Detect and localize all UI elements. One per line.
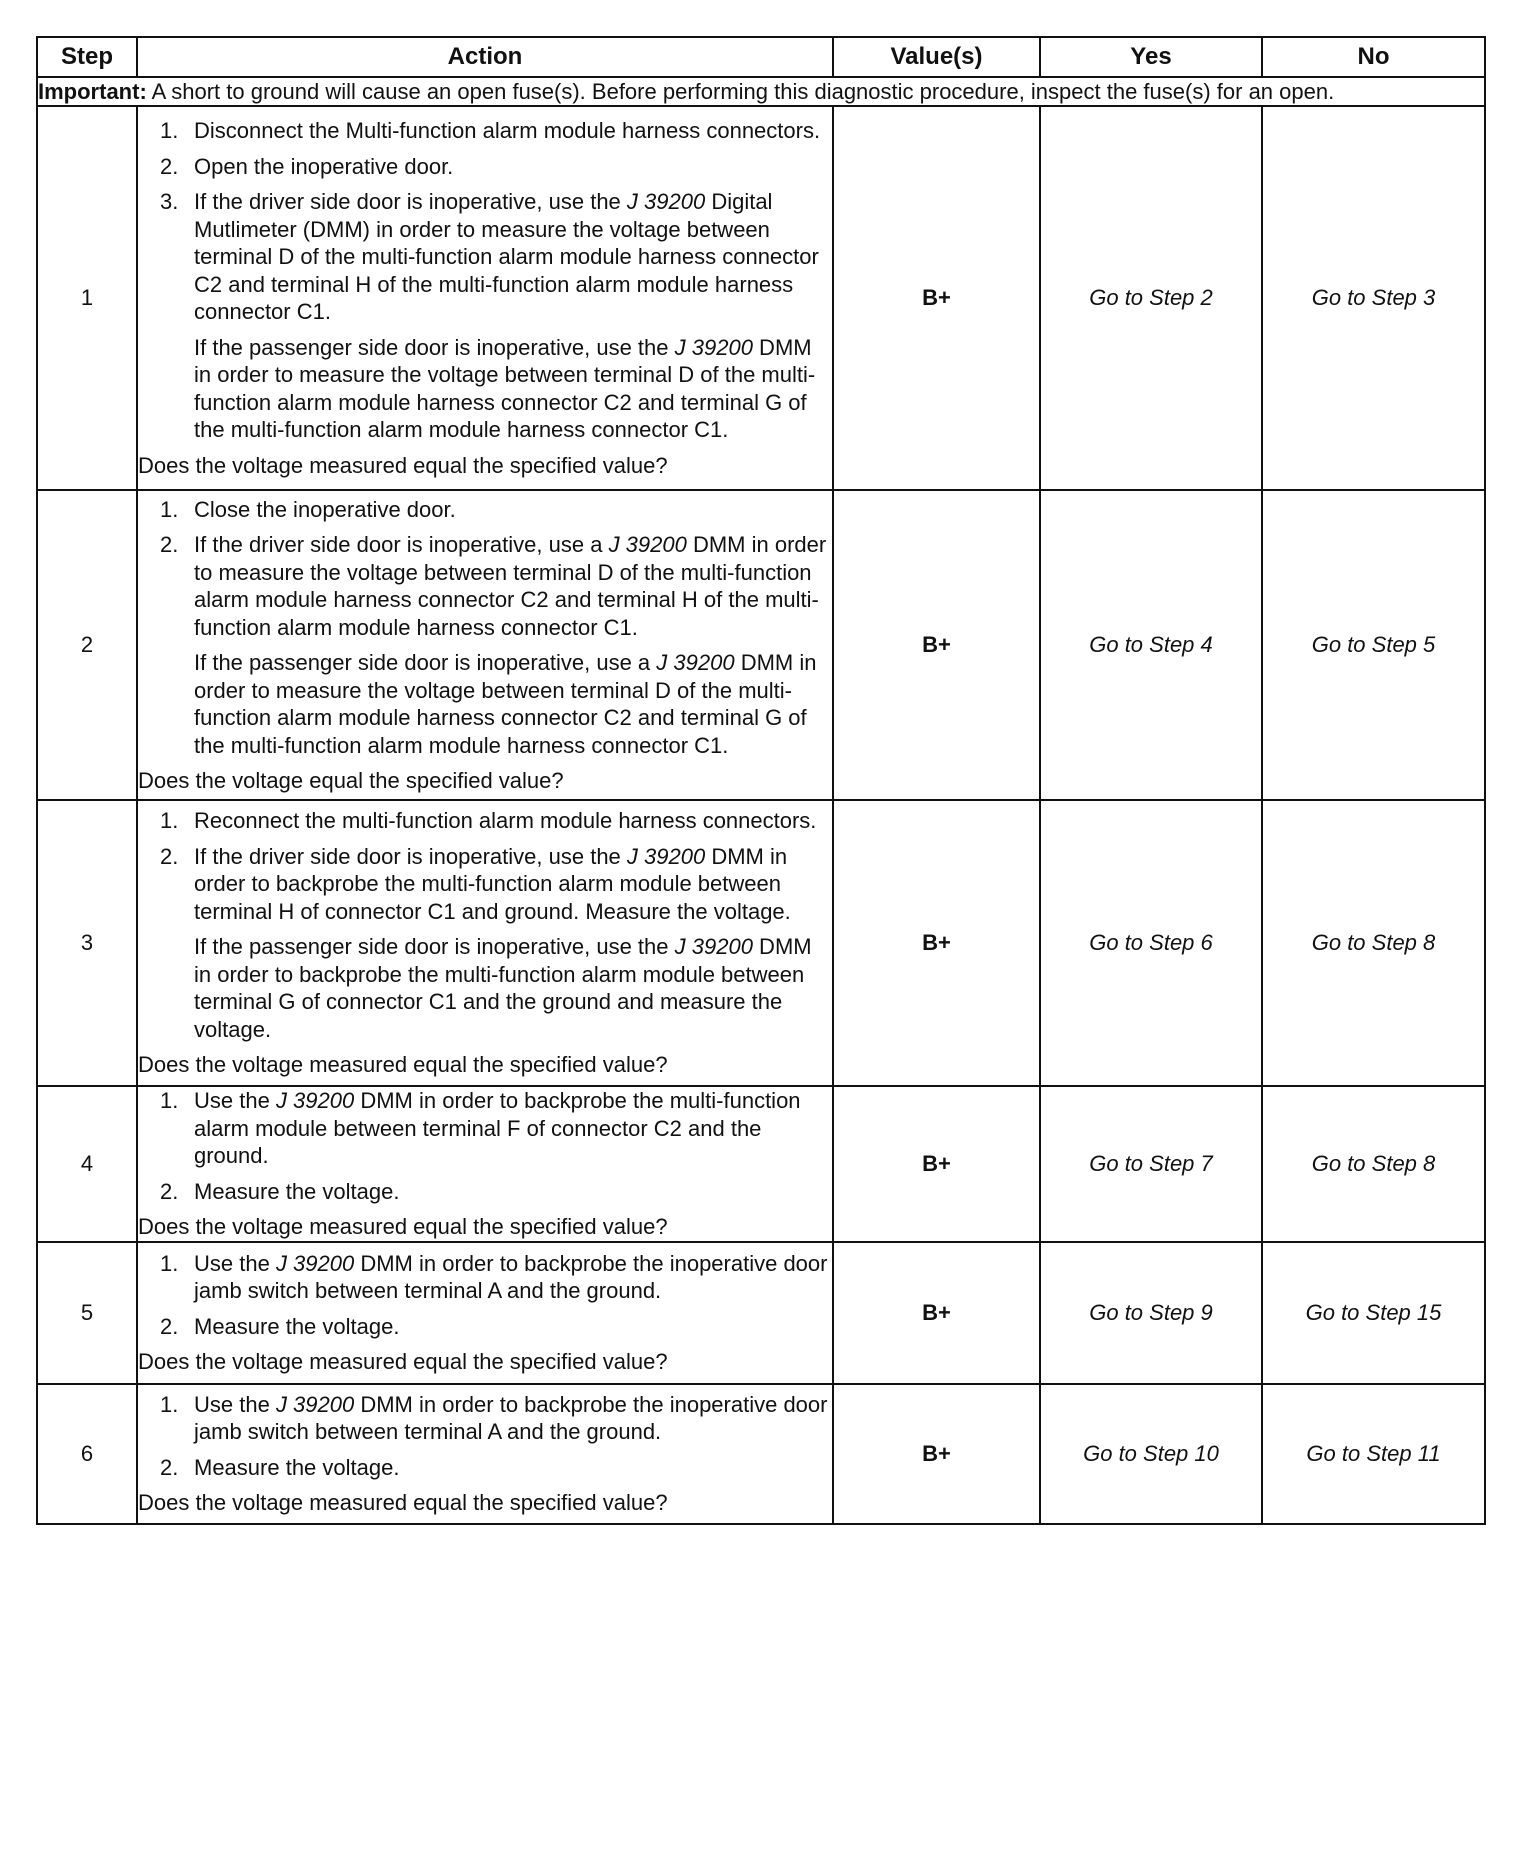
no-result: Go to Step 5	[1262, 490, 1485, 800]
item-text: DMM in order to backprobe the inoperative door jamb switch between terminal A and the ground.	[194, 1250, 828, 1303]
no-result: Go to Step 8	[1262, 1086, 1485, 1242]
tool-number: J 39200	[626, 189, 706, 214]
item-number: 1.	[160, 118, 179, 143]
item-text: DMM in order to backprobe the multi-function alarm module between terminal H of connector C1 and ground. Measure the voltage.	[194, 843, 791, 924]
tool-number: J 39200	[656, 650, 735, 675]
action-item	[138, 496, 832, 524]
step-action	[137, 1242, 833, 1384]
step-action	[137, 1384, 833, 1524]
step-number: 1	[37, 106, 137, 490]
item-number: 2.	[160, 1178, 179, 1204]
action-item	[138, 117, 832, 145]
item-text: If the driver side door is inoperative, use a	[194, 532, 609, 557]
item-number: 2.	[160, 843, 179, 869]
action-list	[138, 496, 832, 642]
yes-result: Go to Step 4	[1040, 490, 1262, 800]
action-list	[138, 117, 832, 326]
tool-number: J 39200	[674, 934, 753, 960]
important-text: A short to ground will cause an open fuse(s). Before performing this diagnostic procedure, inspect the fuse(s) for an open.	[146, 79, 1335, 104]
yes-result: Go to Step 2	[1040, 106, 1262, 490]
step-row	[37, 800, 1485, 1086]
step-value: B+	[833, 800, 1040, 1086]
item-text: Use the	[194, 1250, 276, 1276]
step-row	[37, 1242, 1485, 1384]
action-item	[138, 1250, 832, 1305]
action-list	[138, 1250, 832, 1341]
item-text: Use the	[194, 1391, 276, 1417]
item-number: 1.	[160, 1250, 179, 1276]
yes-result: Go to Step 9	[1040, 1242, 1262, 1384]
tool-number: J 39200	[674, 334, 753, 360]
header-yes: Yes	[1040, 37, 1262, 77]
no-result: Go to Step 15	[1262, 1242, 1485, 1384]
step-action	[137, 106, 833, 490]
note-text: DMM in order to backprobe the multi-function alarm module between terminal G of connector C1 and the ground and measure the voltage.	[194, 934, 812, 1042]
item-text: Reconnect the multi-function alarm module harness connectors.	[194, 808, 817, 834]
step-row	[37, 1086, 1485, 1242]
item-text: Open the inoperative door.	[194, 153, 454, 179]
header-row	[37, 37, 1485, 77]
item-text: Close the inoperative door.	[194, 496, 456, 522]
item-number: 2.	[160, 153, 179, 179]
item-number: 2.	[160, 532, 179, 557]
item-number: 2.	[160, 1454, 179, 1480]
item-number: 2.	[160, 1313, 179, 1339]
important-label: Important:	[38, 79, 147, 104]
header-no: No	[1262, 37, 1485, 77]
action-item	[138, 1454, 832, 1482]
action-item	[138, 1313, 832, 1341]
item-text: If the driver side door is inoperative, use the	[194, 189, 627, 214]
action-note	[194, 933, 832, 1043]
item-number: 3.	[160, 189, 179, 214]
important-row	[37, 77, 1485, 106]
diagnostic-table	[36, 36, 1486, 1525]
step-number: 4	[37, 1086, 137, 1242]
step-number: 3	[37, 800, 137, 1086]
action-item	[138, 531, 832, 641]
step-row	[37, 1384, 1485, 1524]
action-item	[138, 1391, 832, 1446]
tool-number: J 39200	[275, 1088, 355, 1113]
header-step: Step	[37, 37, 137, 77]
action-item	[138, 843, 832, 926]
action-item	[138, 153, 832, 181]
note-text: DMM in order to measure the voltage between terminal D of the multi-function alarm module harness connector C2 and terminal G of the multi-function alarm module harness connector C1.	[194, 650, 817, 758]
item-text: Disconnect the Multi-function alarm module harness connectors.	[194, 118, 821, 143]
step-question: Does the voltage measured equal the specified value?	[138, 452, 668, 478]
tool-number: J 39200	[275, 1250, 355, 1276]
step-question: Does the voltage equal the specified value?	[138, 768, 564, 793]
step-row	[37, 106, 1485, 490]
item-text: Measure the voltage.	[194, 1313, 400, 1339]
tool-number: J 39200	[608, 532, 687, 557]
action-note	[194, 334, 832, 444]
item-text: Use the	[194, 1088, 276, 1113]
item-text: Measure the voltage.	[194, 1454, 400, 1480]
note-text: If the passenger side door is inoperative, use the	[194, 934, 675, 960]
yes-result: Go to Step 10	[1040, 1384, 1262, 1524]
item-text: If the driver side door is inoperative, use the	[194, 843, 627, 869]
step-row	[37, 490, 1485, 800]
important-note	[37, 77, 1485, 106]
step-action	[137, 490, 833, 800]
action-note	[194, 649, 832, 759]
item-text: DMM in order to backprobe the multi-function alarm module between terminal F of connector C2 and the ground.	[194, 1088, 801, 1168]
note-text: DMM in order to measure the voltage between terminal D of the multi-function alarm module harness connector C2 and terminal G of the multi-function alarm module harness connector C1.	[194, 334, 816, 442]
action-item	[138, 1087, 832, 1170]
step-question: Does the voltage measured equal the specified value?	[138, 1052, 668, 1078]
step-value: B+	[833, 1384, 1040, 1524]
step-value: B+	[833, 106, 1040, 490]
tool-number: J 39200	[275, 1391, 355, 1417]
step-value: B+	[833, 1242, 1040, 1384]
item-number: 1.	[160, 808, 179, 834]
no-result: Go to Step 3	[1262, 106, 1485, 490]
note-text: If the passenger side door is inoperative, use a	[194, 650, 657, 675]
step-question: Does the voltage measured equal the specified value?	[138, 1214, 668, 1239]
step-action	[137, 1086, 833, 1242]
item-number: 1.	[160, 496, 179, 522]
step-question: Does the voltage measured equal the specified value?	[138, 1490, 668, 1515]
item-text: Digital Mutlimeter (DMM) in order to measure the voltage between terminal D of the multi-function alarm module harness connector C2 and terminal H of the multi-function alarm module harness connector C1.	[194, 189, 819, 324]
action-item	[138, 807, 832, 835]
header-value: Value(s)	[833, 37, 1040, 77]
action-list	[138, 1391, 832, 1482]
item-text: DMM in order to backprobe the inoperative door jamb switch between terminal A and the ground.	[194, 1391, 828, 1444]
no-result: Go to Step 8	[1262, 800, 1485, 1086]
item-text: Measure the voltage.	[194, 1178, 400, 1204]
step-question: Does the voltage measured equal the specified value?	[138, 1349, 668, 1374]
action-list	[138, 1087, 832, 1205]
step-action	[137, 800, 833, 1086]
action-list	[138, 807, 832, 925]
yes-result: Go to Step 7	[1040, 1086, 1262, 1242]
item-number: 1.	[160, 1391, 179, 1417]
action-item	[138, 1178, 832, 1206]
step-number: 2	[37, 490, 137, 800]
no-result: Go to Step 11	[1262, 1384, 1485, 1524]
action-item	[138, 188, 832, 326]
note-text: If the passenger side door is inoperative, use the	[194, 334, 675, 360]
header-action: Action	[137, 37, 833, 77]
step-number: 5	[37, 1242, 137, 1384]
step-value: B+	[833, 490, 1040, 800]
item-text: DMM in order to measure the voltage between terminal D of the multi-function alarm module harness connector C2 and terminal H of the multi-function alarm module harness connector C1.	[194, 532, 827, 640]
item-number: 1.	[160, 1088, 179, 1113]
step-value: B+	[833, 1086, 1040, 1242]
tool-number: J 39200	[626, 843, 706, 869]
step-number: 6	[37, 1384, 137, 1524]
yes-result: Go to Step 6	[1040, 800, 1262, 1086]
